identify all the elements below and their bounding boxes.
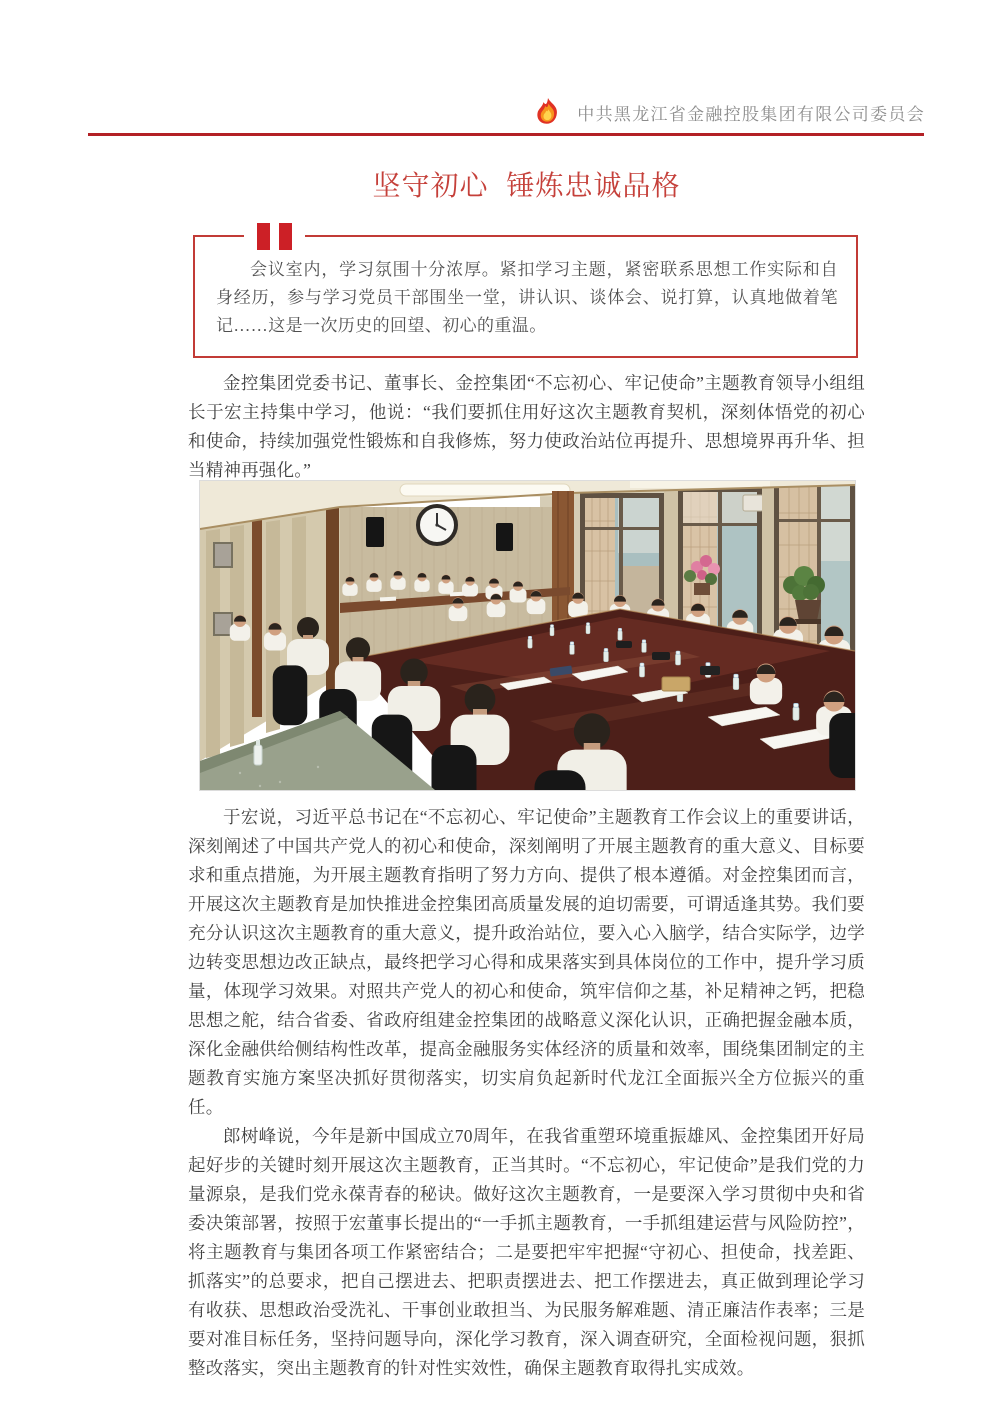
article-title: 坚守初心 锤炼忠诚品格 xyxy=(372,171,681,202)
quote-text: 会议室内，学习氛围十分浓厚。紧扣学习主题，紧密联系思想工作实际和自身经历，参与学习党员干部围坐一堂，讲认识、谈体会、说打算，认真地做着笔记……这是一次历史的回望、初心的重温。 xyxy=(216,260,838,335)
flame-icon xyxy=(533,97,563,127)
paragraph: 郎树峰说，今年是新中国成立70周年，在我省重塑环境重振雄风、金控集团开好局起好步的关键时刻开展这次主题教育，正当其时。“不忘初心，牢记使命”是我们党的力量源泉，是我们党永葆青春的秘诀。做好这次主题教育，一是要深入学习贯彻中央和省委决策部署，按照于宏董事长提出的“一手抓主题教育，一手抓组建运营与风险防控”，将主题教育与集团各项工作紧密结合；二是要把牢牢把握“守初心、担使命，找差距、抓落实”的总要求，把自己摆进去、把职责摆进去、把工作摆进去，真正做到理论学习有收获、思想政治受洗礼、干事创业敢担当、为民服务解难题、清正廉洁作表率；三是要对准目标任务，坚持问题导向，深化学习教育，深入调查研究，全面检视问题，狠抓整改落实，突出主题教育的针对性实效性，确保主题教育取得扎实成效。 xyxy=(188,1126,865,1378)
org-name: 中共黑龙江省金融控股集团有限公司委员会 xyxy=(577,104,925,124)
quote-marks-icon xyxy=(244,222,305,250)
meeting-room-illustration xyxy=(200,481,855,790)
meeting-photo xyxy=(200,481,855,790)
header-divider xyxy=(88,133,924,136)
page-header xyxy=(533,97,925,127)
paragraph-body xyxy=(188,803,865,1383)
paragraph: 金控集团党委书记、董事长、金控集团“不忘初心、牢记使命”主题教育领导小组组长于宏主持集中学习，他说：“我们要抓住用好这次主题教育契机，深刻体悟党的初心和使命，持续加强党性锻炼和自我修炼，努力使政治站位再提升、思想境界再升华、担当精神再强化。” xyxy=(188,373,865,480)
paragraph: 于宏说，习近平总书记在“不忘初心、牢记使命”主题教育工作会议上的重要讲话，深刻阐述了中国共产党人的初心和使命，深刻阐明了开展主题教育的重大意义、目标要求和重点措施，为开展主题教育指明了努力方向、提供了根本遵循。对金控集团而言，开展这次主题教育是加快推进金控集团高质量发展的迫切需要，可谓适逢其势。我们要充分认识这次主题教育的重大意义，提升政治站位，要入心入脑学，结合实际学，边学边转变思想边改正缺点，最终把学习心得和成果落实到具体岗位的工作中，提升学习质量，体现学习效果。对照共产党人的初心和使命，筑牢信仰之基，补足精神之钙，把稳思想之舵，结合省委、省政府组建金控集团的战略意义深化认识，正确把握金融本质，深化金融供给侧结构性改革，提高金融服务实体经济的质量和效率，围绕集团制定的主题教育实施方案坚决抓好贯彻落实，切实肩负起新时代龙江全面振兴全方位振兴的重任。 xyxy=(188,807,865,1117)
paragraph-lead xyxy=(188,369,865,485)
quote-box xyxy=(193,235,858,358)
